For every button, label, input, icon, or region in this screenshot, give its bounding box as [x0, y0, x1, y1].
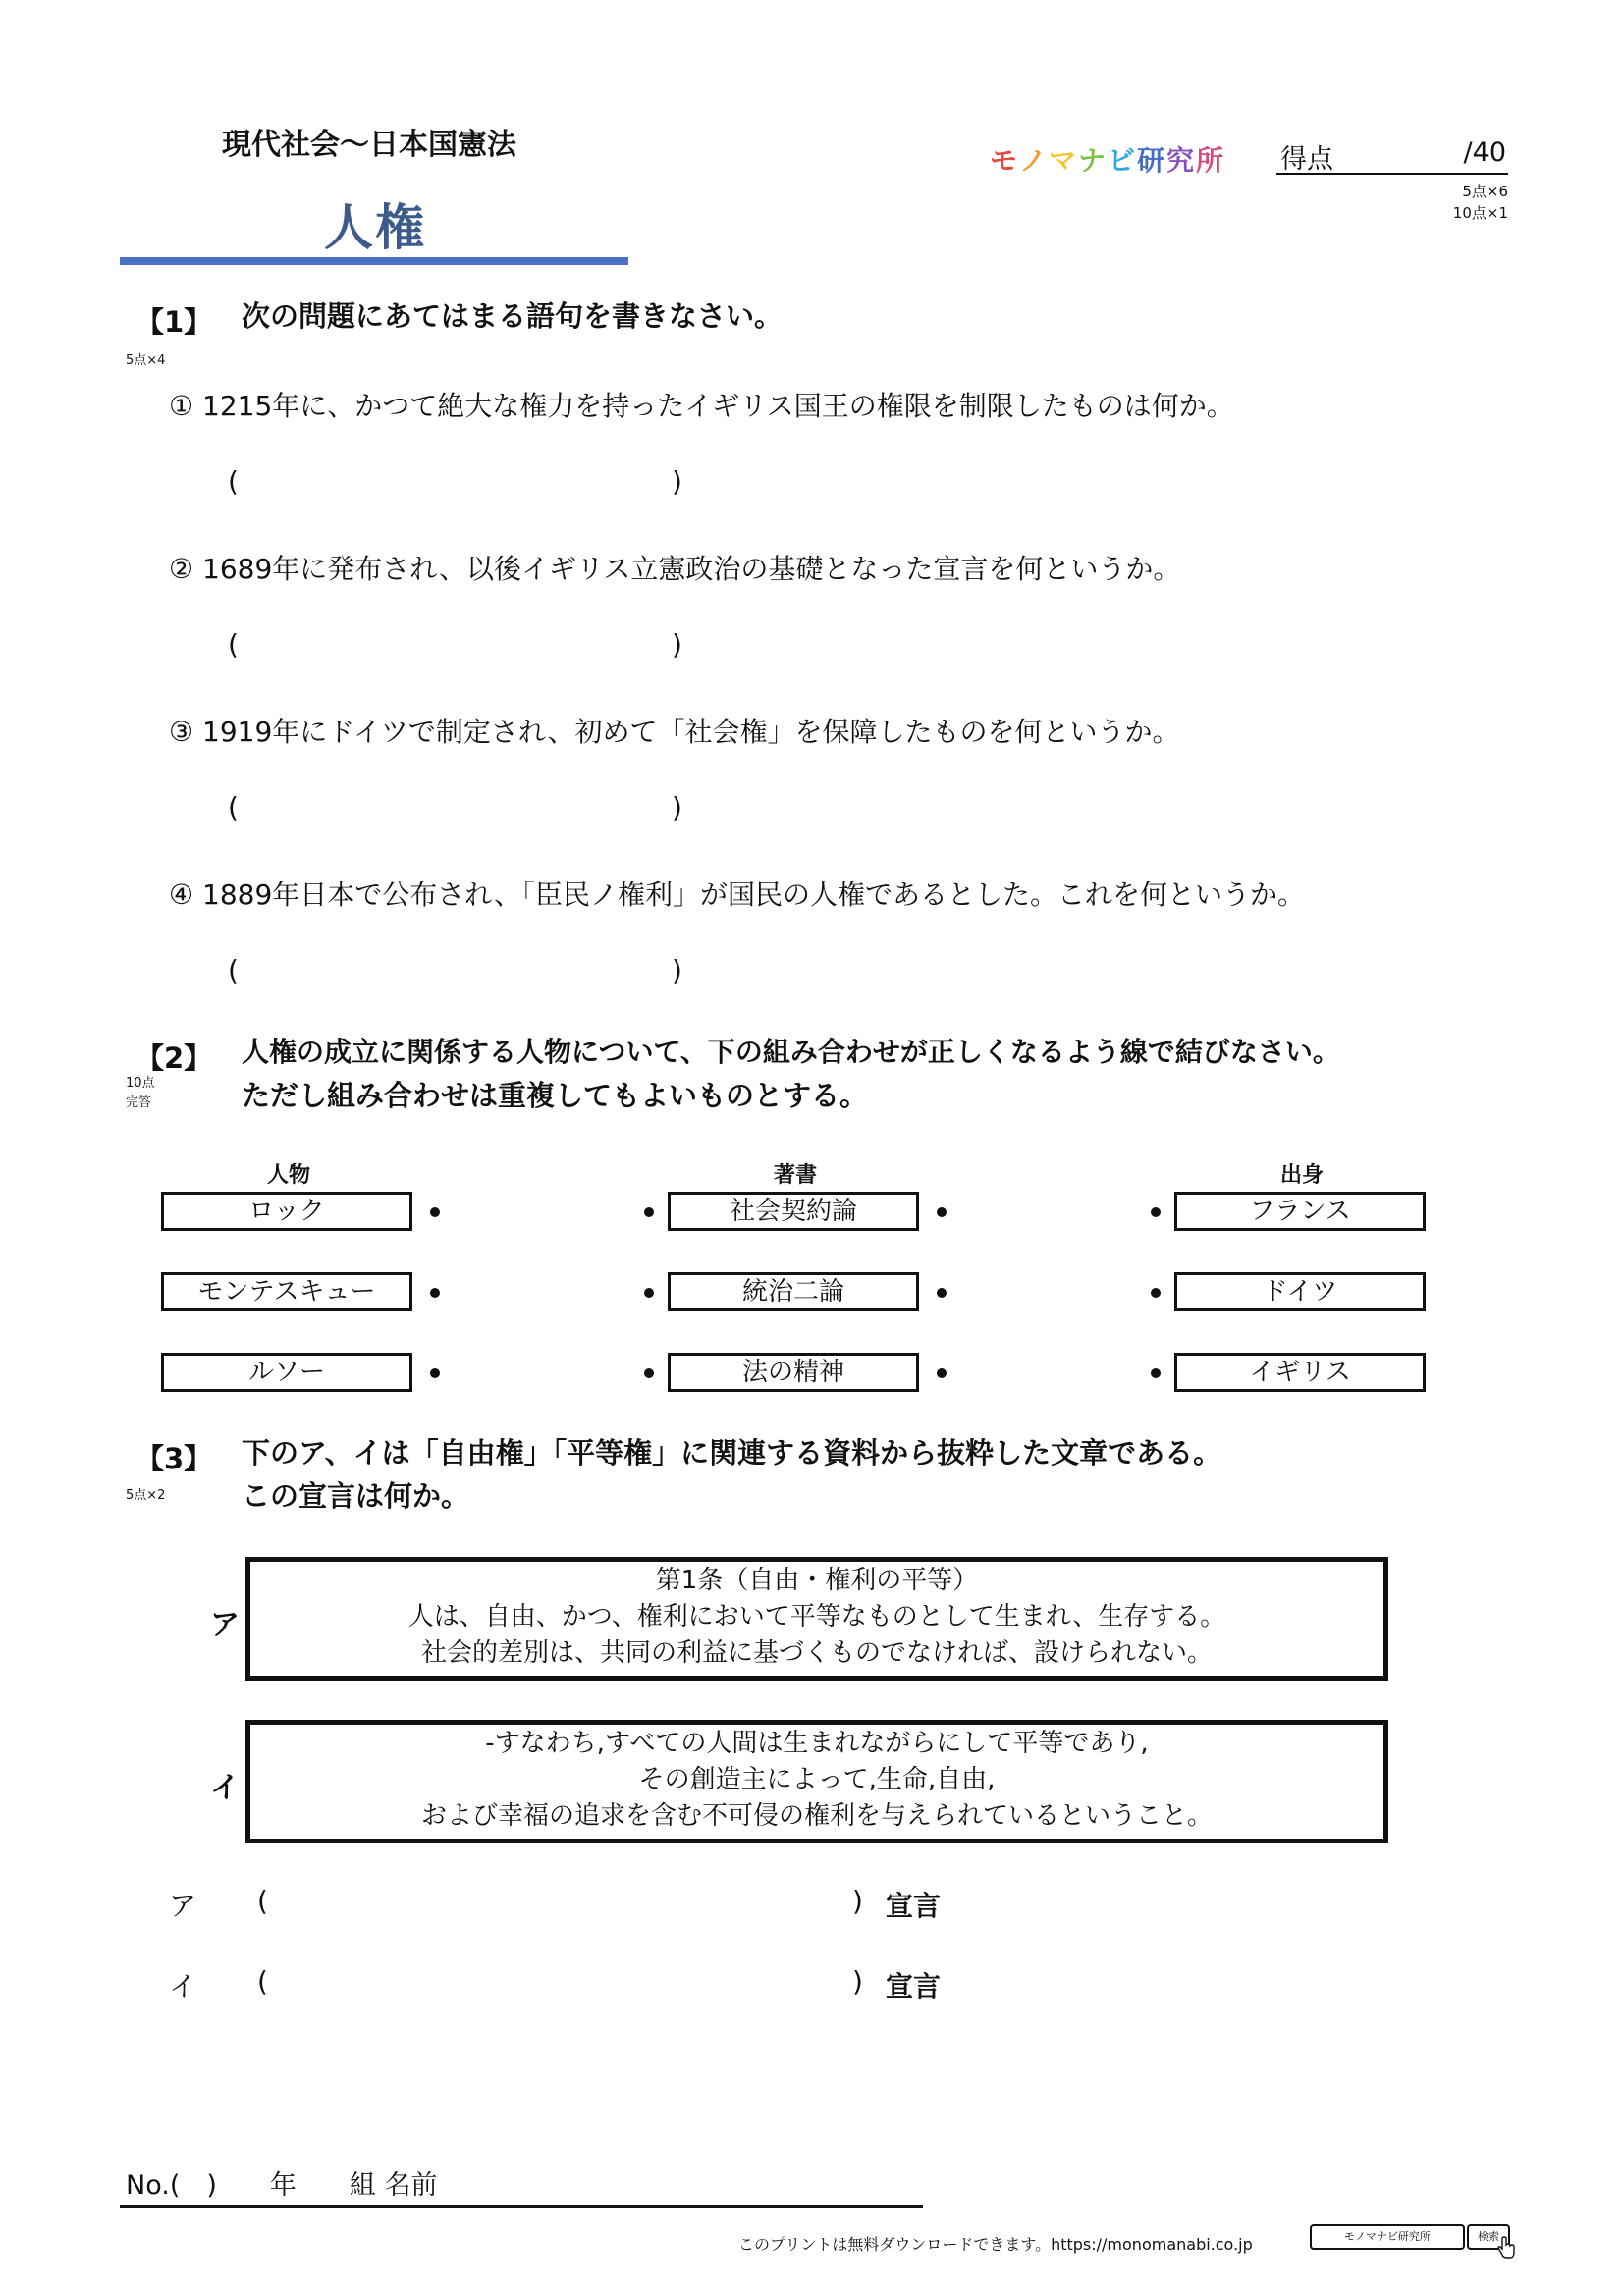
quote-label-a: ア: [210, 1608, 240, 1642]
origin-box-germany: ドイツ: [1174, 1272, 1426, 1311]
search-button[interactable]: 検索: [1467, 2224, 1510, 2250]
column-header-people: 人物: [266, 1163, 310, 1188]
origin-box-england: イギリス: [1174, 1353, 1426, 1392]
section2-points: [126, 1074, 155, 1113]
question-2: ② 1689年に発布され、以後イギリス立憲政治の基礎となった宣言を何というか。: [169, 553, 1181, 585]
answer-label-a: ア: [169, 1890, 197, 1922]
section1-points: 5点×4: [126, 353, 166, 368]
answer-open-paren: (: [228, 628, 239, 661]
answer-label-i: イ: [169, 1970, 197, 2002]
score-field[interactable]: [1276, 137, 1508, 175]
answer-field-1[interactable]: [257, 461, 660, 501]
answer-suffix: 宣言: [886, 1970, 942, 2002]
section2-points-2: 完答: [126, 1095, 152, 1110]
book-box-two-treatises: 統治二論: [668, 1272, 919, 1311]
section2-heading-line2: ただし組み合わせは重複してもよいものとする。: [242, 1079, 869, 1112]
name-field-label: No.( ) 年 組 名前: [126, 2170, 438, 2201]
match-dot[interactable]: [644, 1368, 654, 1378]
subject-heading: 現代社会～日本国憲法: [222, 128, 516, 162]
quote-a-line: 人は、自由、かつ、権利において平等なものとして生まれ、生存する。: [407, 1602, 1226, 1631]
score-label: 得点: [1280, 144, 1333, 175]
answer-close-paren: ): [852, 1965, 863, 1998]
answer-field-2[interactable]: [257, 624, 660, 664]
section1-heading: 次の問題にあてはまる語句を書きなさい。: [242, 299, 784, 333]
answer-open-paren: (: [257, 1965, 268, 1998]
match-dot[interactable]: [1151, 1288, 1161, 1298]
answer-field-3[interactable]: [257, 787, 660, 827]
book-box-spirit-of-laws: 法の精神: [668, 1353, 919, 1392]
title-underline: [120, 257, 628, 265]
person-box-rousseau: ルソー: [161, 1353, 412, 1392]
match-dot[interactable]: [644, 1288, 654, 1298]
name-field[interactable]: [471, 2160, 903, 2199]
answer-close-paren: ): [672, 465, 682, 498]
answer-field-a[interactable]: [287, 1881, 837, 1920]
quote-box-a: [245, 1557, 1388, 1681]
logo: [990, 139, 1225, 179]
match-dot[interactable]: [937, 1207, 947, 1217]
origin-box-france: フランス: [1174, 1192, 1426, 1231]
score-total: /40: [1463, 137, 1506, 168]
section3-number: 【3】: [135, 1442, 213, 1475]
match-dot[interactable]: [937, 1288, 947, 1298]
answer-field-i[interactable]: [287, 1961, 837, 2001]
answer-open-paren: (: [228, 791, 239, 824]
pointer-hand-icon: [1496, 2236, 1516, 2260]
answer-field-4[interactable]: [257, 950, 660, 989]
question-1: ① 1215年に、かつて絶大な権力を持ったイギリス国王の権限を制限したものは何か。: [169, 390, 1234, 422]
answer-close-paren: ): [672, 791, 682, 824]
match-dot[interactable]: [1151, 1207, 1161, 1217]
answer-close-paren: ): [672, 954, 682, 987]
section3-heading-line2: この宣言は何か。: [242, 1479, 470, 1513]
logo-char: ナ: [1078, 144, 1109, 177]
book-box-social-contract: 社会契約論: [668, 1192, 919, 1231]
quote-a-line: 第1条（自由・権利の平等）: [655, 1566, 979, 1595]
points-note-2: 10点×1: [1452, 204, 1508, 222]
column-header-origin: 出身: [1279, 1163, 1324, 1188]
question-4: ④ 1889年日本で公布され、「臣民ノ権利」が国民の人権であるとした。これを何というか。: [169, 879, 1305, 911]
match-dot[interactable]: [1151, 1368, 1161, 1378]
quote-a-line: 社会的差別は、共同の利益に基づくものでなければ、設けられない。: [420, 1638, 1213, 1668]
logo-char: ビ: [1108, 144, 1138, 177]
answer-open-paren: (: [228, 954, 239, 987]
section2-number: 【2】: [135, 1041, 213, 1075]
download-note: このプリントは無料ダウンロードできます。https://monomanabi.co.jp: [738, 2235, 1253, 2254]
page-title: 人権: [324, 199, 426, 256]
person-box-locke: ロック: [161, 1192, 412, 1231]
logo-char: 究: [1166, 144, 1197, 177]
section2-points-1: 10点: [126, 1076, 155, 1091]
section1-number: 【1】: [135, 305, 213, 339]
person-box-montesquieu: モンテスキュー: [161, 1272, 412, 1311]
logo-char: モ: [990, 144, 1020, 177]
answer-suffix: 宣言: [886, 1890, 942, 1922]
quote-i-line: -すなわち,すべての人間は生まれながらにして平等であり,: [485, 1729, 1149, 1758]
section3-heading-line1: 下のア、イは「自由権」「平等権」に関連する資料から抜粋した文章である。: [242, 1436, 1222, 1469]
points-breakdown: [1453, 181, 1508, 224]
footer-underline: [120, 2205, 923, 2208]
quote-i-line: その創造主によって,生命,自由,: [638, 1765, 996, 1794]
quote-i-line: および幸福の追求を含む不可侵の権利を与えられているということ。: [420, 1801, 1213, 1831]
section3-points: 5点×2: [126, 1488, 166, 1503]
answer-close-paren: ): [852, 1885, 863, 1917]
answer-open-paren: (: [257, 1885, 268, 1917]
match-dot[interactable]: [430, 1288, 440, 1298]
logo-char: マ: [1049, 144, 1079, 177]
logo-char: ノ: [1019, 144, 1050, 177]
match-dot[interactable]: [937, 1368, 947, 1378]
search-box[interactable]: モノマナビ研究所: [1310, 2224, 1465, 2250]
logo-char: 研: [1137, 144, 1167, 177]
match-dot[interactable]: [430, 1368, 440, 1378]
match-dot[interactable]: [430, 1207, 440, 1217]
match-dot[interactable]: [644, 1207, 654, 1217]
column-header-books: 著書: [773, 1163, 817, 1188]
answer-close-paren: ): [672, 628, 682, 661]
quote-label-i: イ: [210, 1771, 240, 1805]
section2-heading-line1: 人権の成立に関係する人物について、下の組み合わせが正しくなるよう線で結びなさい。: [242, 1036, 1340, 1068]
logo-char: 所: [1196, 144, 1226, 177]
answer-open-paren: (: [228, 465, 239, 498]
points-note-1: 5点×6: [1462, 183, 1508, 200]
quote-box-i: [245, 1720, 1388, 1843]
question-3: ③ 1919年にドイツで制定され、初めて「社会権」を保障したものを何というか。: [169, 716, 1180, 748]
